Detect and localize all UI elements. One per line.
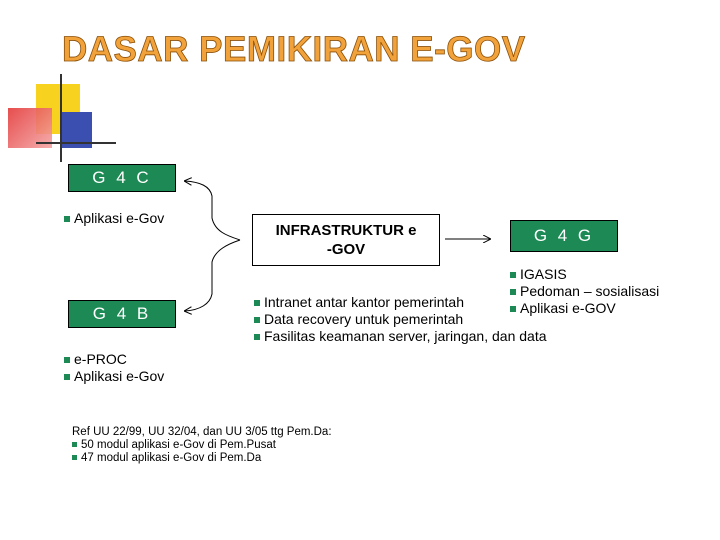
bullet-icon	[72, 455, 77, 460]
g4g-label: G 4 G	[533, 226, 595, 245]
bullet-icon	[254, 334, 260, 340]
g4c-label: G 4 C	[92, 168, 152, 187]
list-item: Aplikasi e-GOV	[510, 300, 659, 317]
brace-connector	[185, 240, 240, 311]
list-item: IGASIS	[510, 266, 659, 283]
list-item: Aplikasi e-Gov	[64, 210, 164, 227]
bullet-icon	[72, 442, 77, 447]
reference-heading: Ref UU 22/99, UU 32/04, dan UU 3/05 ttg Pem.Da:	[72, 426, 332, 438]
g4b-label: G 4 B	[92, 304, 152, 323]
infrastruktur-bullet-list	[254, 294, 547, 345]
infrastruktur-line-1: INFRASTRUKTUR e	[275, 222, 417, 239]
brace-connector	[185, 181, 240, 240]
list-item: Intranet antar kantor pemerintah	[254, 294, 547, 311]
list-item: e-PROC	[64, 351, 164, 368]
infrastruktur-line-2: -GOV	[326, 241, 366, 258]
list-item: 47 modul aplikasi e-Gov di Pem.Da	[72, 452, 332, 465]
reference-block	[72, 426, 332, 465]
bullet-icon	[254, 300, 260, 306]
list-item: Pedoman – sosialisasi	[510, 283, 659, 300]
bullet-icon	[254, 317, 260, 323]
bullet-icon	[510, 272, 516, 278]
list-item: Data recovery untuk pemerintah	[254, 311, 547, 328]
list-item: Aplikasi e-Gov	[64, 368, 164, 385]
list-item: 50 modul aplikasi e-Gov di Pem.Pusat	[72, 439, 332, 452]
list-item: Fasilitas keamanan server, jaringan, dan data	[254, 328, 547, 345]
page-title: DASAR PEMIKIRAN E-GOV	[62, 30, 526, 69]
